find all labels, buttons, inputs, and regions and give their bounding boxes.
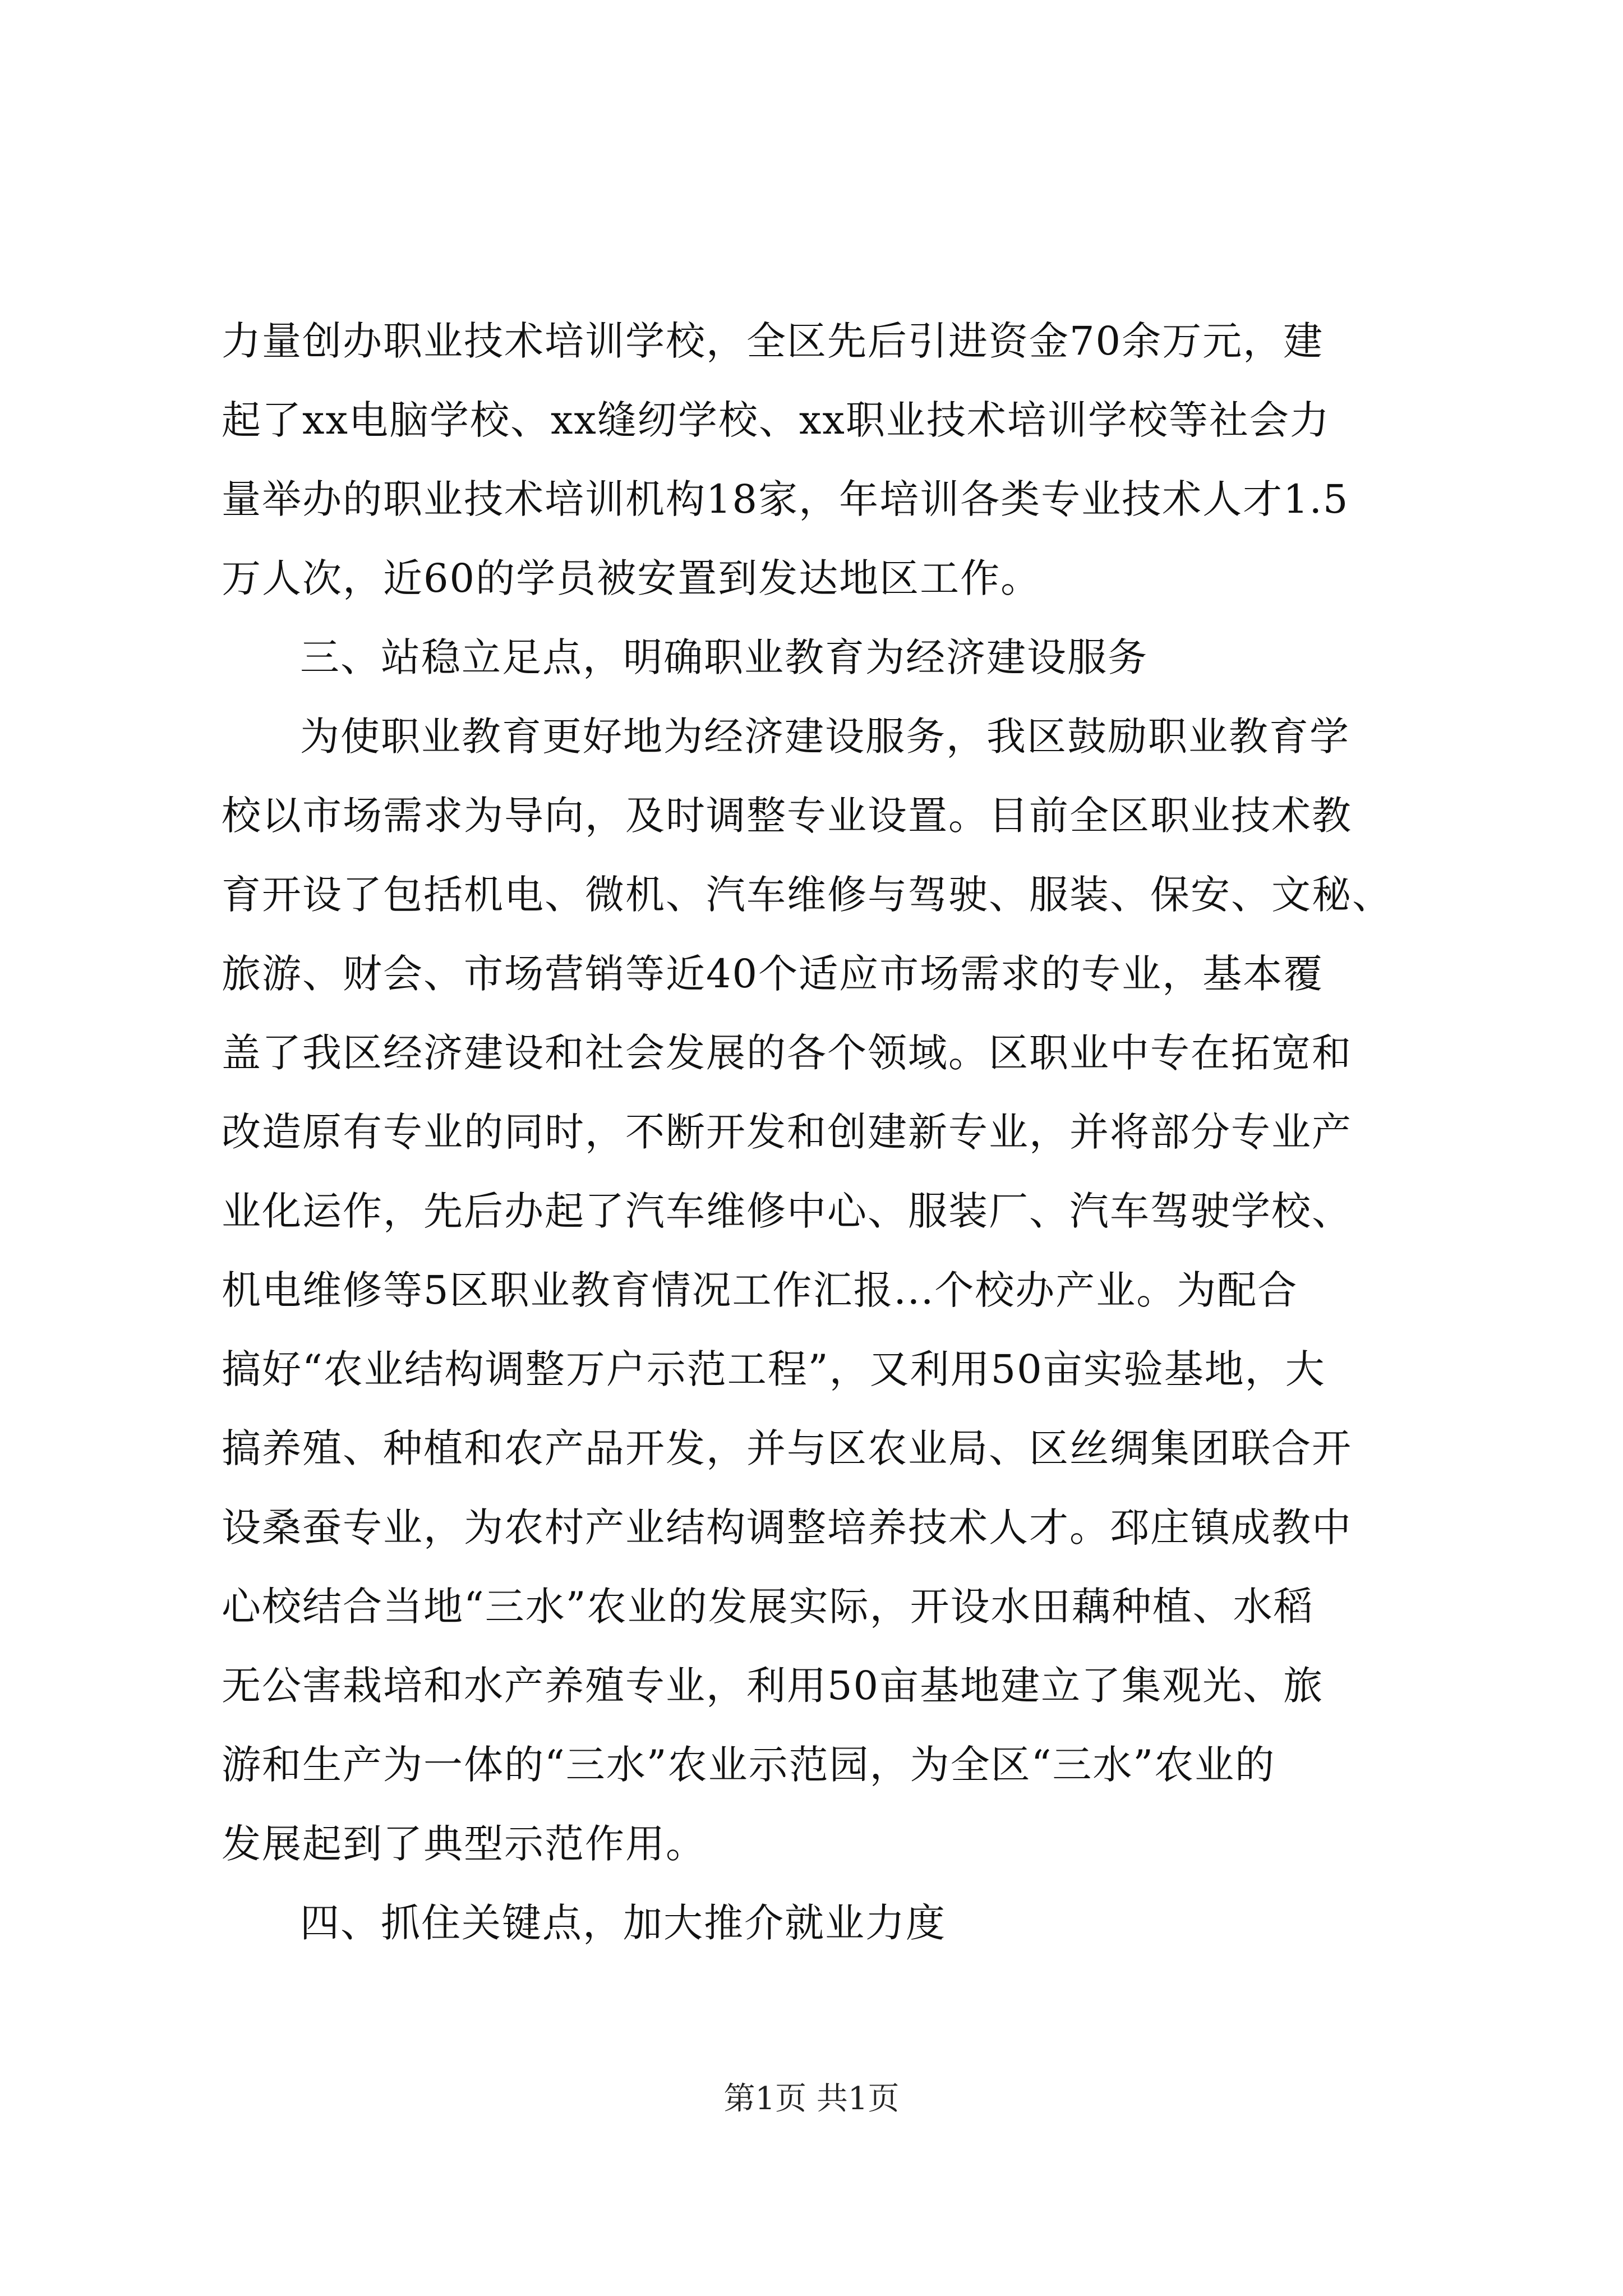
body-line: 量举办的职业技术培训机构18家，年培训各类专业技术人才1.5 [222, 476, 1349, 522]
body-line: 万人次，近60的学员被安置到发达地区工作。 [222, 555, 1041, 601]
body-line: 设桑蚕专业，为农村产业结构调整培养技术人才。邳庄镇成教中 [222, 1504, 1352, 1550]
body-line: 机电维修等5区职业教育情况工作汇报...个校办产业。为配合 [222, 1267, 1298, 1313]
body-line: 游和生产为一体的“三水”农业示范园，为全区“三水”农业的 [222, 1742, 1276, 1788]
page-footer: 第1页 共1页 [723, 2081, 900, 2117]
body-line: 业化运作，先后办起了汽车维修中心、服装厂、汽车驾驶学校、 [222, 1188, 1352, 1234]
body-line: 搞养殖、种植和农产品开发，并与区农业局、区丝绸集团联合开 [222, 1425, 1352, 1471]
body-line: 为使职业教育更好地为经济建设服务，我区鼓励职业教育学 [300, 714, 1350, 760]
body-line: 无公害栽培和水产养殖专业，利用50亩基地建立了集观光、旅 [222, 1663, 1324, 1709]
body-line: 心校结合当地“三水”农业的发展实际，开设水田藕种植、水稻 [222, 1584, 1314, 1630]
body-line: 起了xx电脑学校、xx缝纫学校、xx职业技术培训学校等社会力 [222, 397, 1330, 443]
body-line: 旅游、财会、市场营销等近40个适应市场需求的专业，基本覆 [222, 951, 1324, 997]
body-line: 校以市场需求为导向，及时调整专业设置。目前全区职业技术教 [222, 793, 1352, 839]
section-heading: 三、站稳立足点，明确职业教育为经济建设服务 [300, 634, 1148, 680]
body-line: 力量创办职业技术培训学校，全区先后引进资金70余万元，建 [222, 318, 1324, 364]
section-heading: 四、抓住关键点，加大推介就业力度 [300, 1900, 946, 1946]
body-line: 育开设了包括机电、微机、汽车维修与驾驶、服装、保安、文秘、 [222, 872, 1393, 918]
body-line: 盖了我区经济建设和社会发展的各个领域。区职业中专在拓宽和 [222, 1030, 1352, 1076]
body-line: 发展起到了典型示范作用。 [222, 1821, 706, 1867]
body-line: 搞好“农业结构调整万户示范工程”，又利用50亩实验基地，大 [222, 1346, 1326, 1392]
body-line: 改造原有专业的同时，不断开发和创建新专业，并将部分专业产 [222, 1109, 1352, 1155]
